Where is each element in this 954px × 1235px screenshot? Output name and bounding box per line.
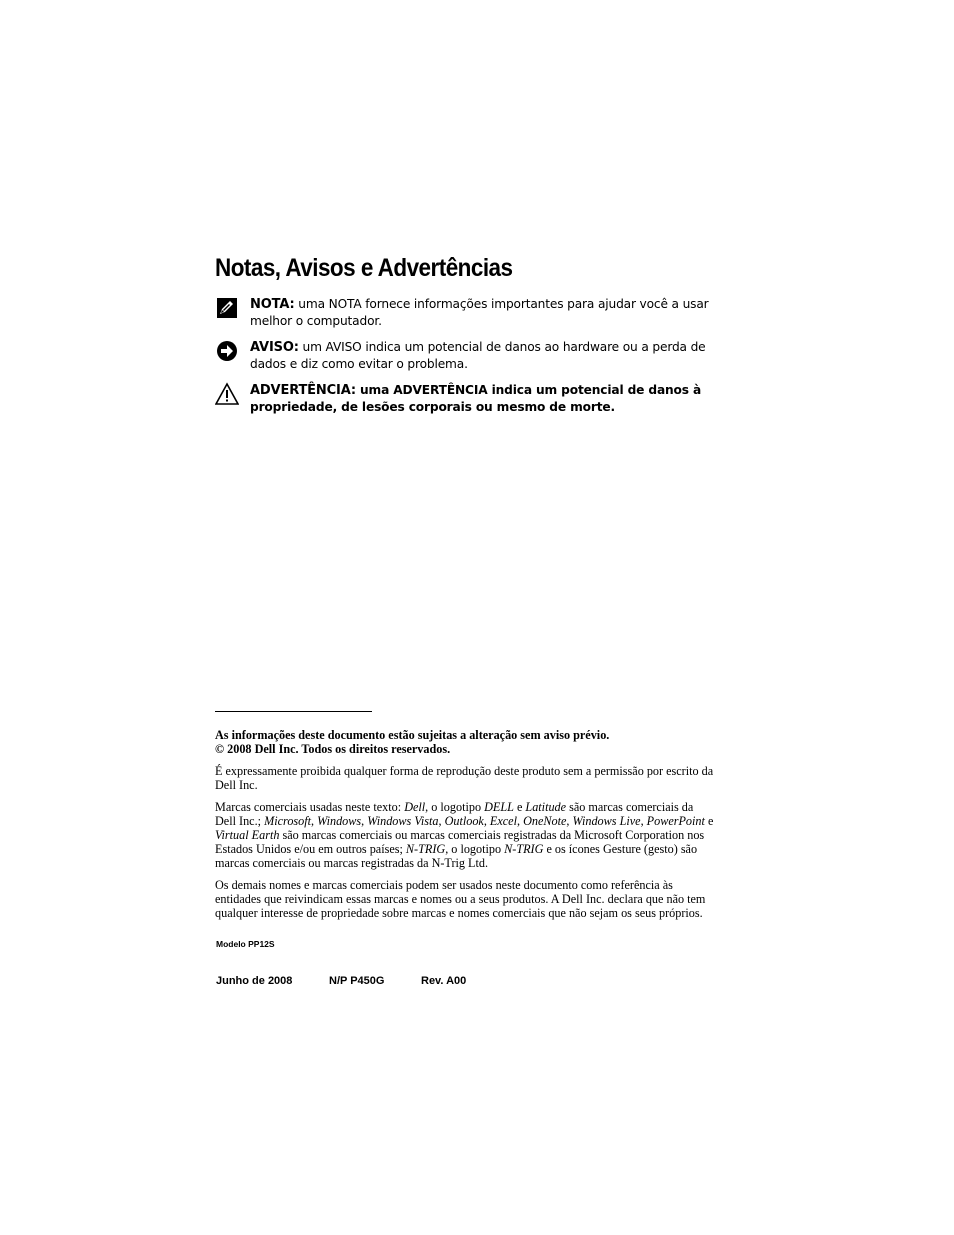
change-notice [215,728,715,756]
note-pencil-icon [215,296,239,320]
part-number: N/P P450G [329,975,385,987]
model-number: Modelo PP12S [216,939,275,949]
warning-label: ADVERTÊNCIA: [250,383,356,398]
notice-arrow-icon [215,339,239,363]
tm-ntrig: N-TRIG [405,842,446,856]
tm-separator: , [438,814,445,828]
note-text [250,296,720,330]
change-notice-text: As informações deste documento estão sujeitas a alteração sem aviso prévio. [215,728,610,742]
other-trademarks-notice: Os demais nomes e marcas comerciais podem ser usados neste documento como referência às entidades que reivindicam essas marcas e nomes ou a seus produtos. A Dell Inc. declara que não tem qualquer interesse de propriedade sobre marcas e nomes comerciais que não sejam os seus próprios. [215,878,706,920]
tm-separator: , [516,814,524,828]
tm-outlook: Outlook [444,814,484,828]
tm-text: e [513,800,526,814]
tm-windows-live: Windows Live [572,814,641,828]
tm-powerpoint: PowerPoint [646,814,705,828]
publication-date: Junho de 2008 [216,975,293,987]
tm-dell: Dell [404,800,426,814]
warning-text [250,382,720,416]
footnote-divider [215,711,372,712]
warning-triangle-icon [215,382,239,406]
warning-body: uma ADVERTÊNCIA indica um potencial de danos à propriedade, de lesões corporais ou mesmo de morte. [250,383,702,414]
tm-separator: , [566,814,573,828]
tm-excel: Excel [489,814,517,828]
tm-text: , o logotipo [445,842,505,856]
tm-text: , o logotipo [425,800,485,814]
tm-separator: , [483,814,490,828]
note-label: NOTA: [250,297,295,312]
page-title: Notas, Avisos e Advertências [215,254,513,282]
tm-dell-logo: DELL [484,800,514,814]
tm-text: e [704,814,714,828]
tm-ntrig-logo: N-TRIG [504,842,544,856]
note-body: uma NOTA fornece informações importantes para ajudar você a usar melhor o computador. [250,297,709,328]
tm-text: são marcas comerciais ou marcas comerciais registradas da Microsoft Corporation nos Estados Unidos e/ou em outros países; [215,828,705,856]
notice-text [250,339,720,373]
tm-separator: , [640,814,647,828]
revision: Rev. A00 [421,975,467,987]
tm-windows: Windows [317,814,362,828]
tm-separator: , [361,814,368,828]
notice-body: um AVISO indica um potencial de danos ao hardware ou a perda de dados e diz como evitar o problema. [250,340,706,371]
tm-separator: , [311,814,318,828]
notice-label: AVISO: [250,340,299,355]
tm-latitude: Latitude [525,800,567,814]
tm-text: são marcas comerciais da Dell Inc.; [215,800,694,828]
tm-onenote: OneNote [523,814,567,828]
tm-virtual-earth: Virtual Earth [215,828,280,842]
copyright-text: © 2008 Dell Inc. Todos os direitos reservados. [215,742,451,756]
reproduction-notice: É expressamente proibida qualquer forma de reprodução deste produto sem a permissão por escrito da Dell Inc. [215,764,714,792]
tm-windows-vista: Windows Vista [367,814,439,828]
tm-text: e os ícones Gesture (gesto) são marcas comerciais ou marcas registradas da N-Trig Ltd. [215,842,698,870]
trademarks-notice [215,800,715,870]
tm-microsoft: Microsoft [264,814,312,828]
tm-text: Marcas comerciais usadas neste texto: [215,800,405,814]
